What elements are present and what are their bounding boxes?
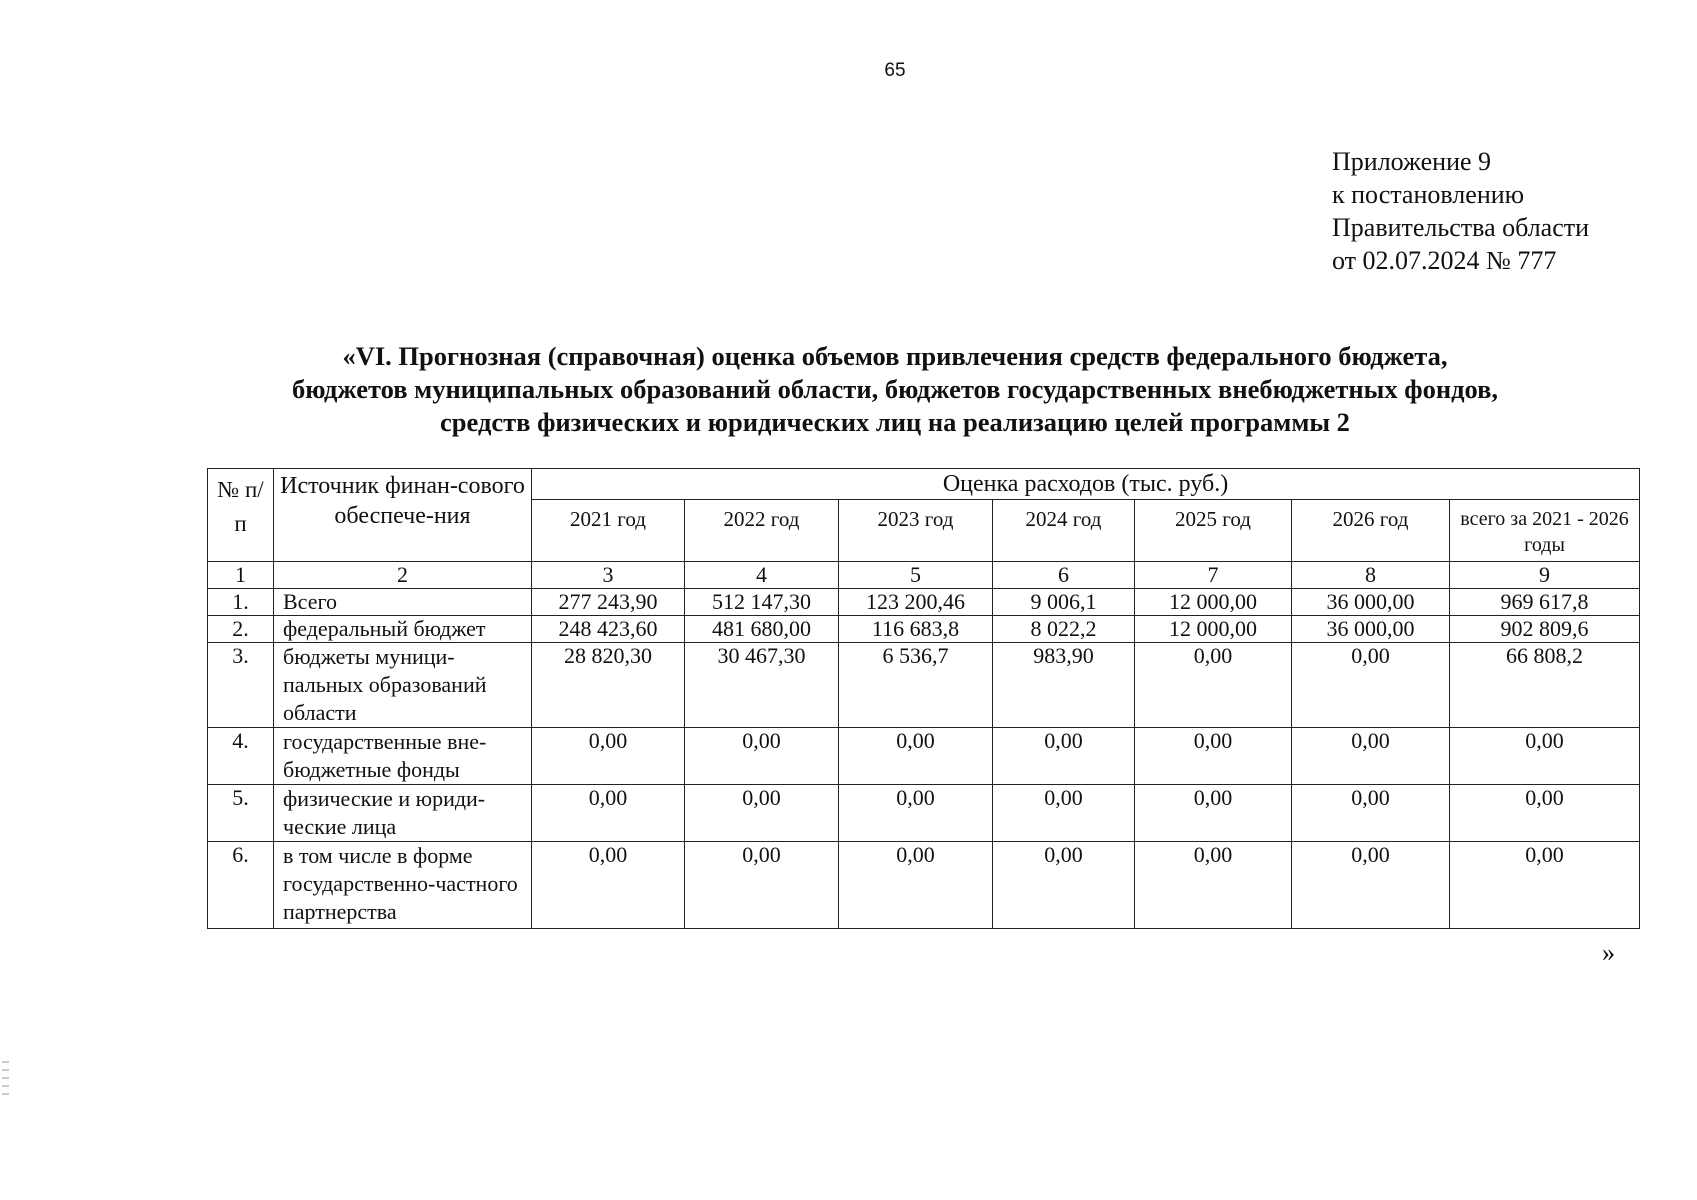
column-index: 9 (1450, 562, 1640, 589)
page-number: 65 (884, 60, 906, 81)
row-source: федеральный бюджет (274, 616, 532, 643)
row-value: 983,90 (993, 643, 1135, 728)
row-value: 902 809,6 (1450, 616, 1640, 643)
row-source: бюджеты муници-пальных образований области (274, 643, 532, 728)
row-value: 8 022,2 (993, 616, 1135, 643)
header-year: 2022 год (685, 500, 839, 562)
row-value: 0,00 (839, 785, 993, 842)
row-value: 481 680,00 (685, 616, 839, 643)
row-number: 3. (208, 643, 274, 728)
title-line: средств физических и юридических лиц на реализацию целей программы 2 (440, 407, 1350, 437)
row-value: 36 000,00 (1292, 616, 1450, 643)
row-value: 0,00 (1135, 728, 1292, 785)
header-num: № п/п (208, 469, 274, 562)
row-number: 1. (208, 589, 274, 616)
column-index: 5 (839, 562, 993, 589)
header-year: 2023 год (839, 500, 993, 562)
row-value: 123 200,46 (839, 589, 993, 616)
appendix-line: Правительства области (1332, 213, 1590, 242)
row-source: Всего (274, 589, 532, 616)
row-value: 0,00 (685, 728, 839, 785)
row-value: 0,00 (993, 785, 1135, 842)
closing-quote: » (1602, 938, 1615, 967)
row-value: 0,00 (532, 785, 685, 842)
header-year: 2026 год (1292, 500, 1450, 562)
row-source: государственные вне-бюджетные фонды (274, 728, 532, 785)
row-value: 512 147,30 (685, 589, 839, 616)
row-value: 0,00 (1292, 842, 1450, 929)
row-value: 36 000,00 (1292, 589, 1450, 616)
column-index: 2 (274, 562, 532, 589)
row-value: 0,00 (532, 728, 685, 785)
column-index: 8 (1292, 562, 1450, 589)
column-index: 3 (532, 562, 685, 589)
column-index: 4 (685, 562, 839, 589)
header-estimate: Оценка расходов (тыс. руб.) (532, 469, 1640, 500)
row-value: 12 000,00 (1135, 589, 1292, 616)
appendix-line: Приложение 9 (1332, 147, 1492, 176)
table-row (208, 616, 1640, 643)
table-row (208, 785, 1640, 842)
column-index: 7 (1135, 562, 1292, 589)
row-value: 0,00 (1292, 728, 1450, 785)
row-value: 969 617,8 (1450, 589, 1640, 616)
row-value: 30 467,30 (685, 643, 839, 728)
title-line: бюджетов муниципальных образований области, бюджетов государственных внебюджетных фондов, (291, 374, 1499, 404)
row-value: 0,00 (1450, 728, 1640, 785)
table-row (208, 643, 1640, 728)
header-year-total: всего за 2021 - 2026 годы (1450, 500, 1640, 562)
row-number: 2. (208, 616, 274, 643)
row-value: 0,00 (1450, 842, 1640, 929)
row-value: 66 808,2 (1450, 643, 1640, 728)
header-year: 2024 год (993, 500, 1135, 562)
row-number: 5. (208, 785, 274, 842)
row-value: 0,00 (532, 842, 685, 929)
row-value: 12 000,00 (1135, 616, 1292, 643)
funding-table (207, 468, 1640, 929)
row-value: 0,00 (1135, 643, 1292, 728)
row-source: в том числе в форме государственно-частного партнерства (274, 842, 532, 929)
header-year: 2021 год (532, 500, 685, 562)
row-value: 116 683,8 (839, 616, 993, 643)
column-index: 1 (208, 562, 274, 589)
row-number: 4. (208, 728, 274, 785)
row-value: 0,00 (1450, 785, 1640, 842)
row-value: 0,00 (839, 842, 993, 929)
row-value: 6 536,7 (839, 643, 993, 728)
row-value: 9 006,1 (993, 589, 1135, 616)
row-value: 277 243,90 (532, 589, 685, 616)
row-value: 0,00 (839, 728, 993, 785)
table-row (208, 589, 1640, 616)
row-source: физические и юриди-ческие лица (274, 785, 532, 842)
document-title (180, 340, 1610, 439)
scan-artifact-marks (0, 1060, 12, 1104)
funding-table-container (207, 468, 1639, 929)
row-value: 0,00 (1135, 785, 1292, 842)
table-row (208, 728, 1640, 785)
table-row (208, 842, 1640, 929)
row-number: 6. (208, 842, 274, 929)
header-source: Источник финан-сового обеспече-ния (274, 469, 532, 562)
row-value: 0,00 (685, 785, 839, 842)
row-value: 0,00 (685, 842, 839, 929)
row-value: 0,00 (1292, 785, 1450, 842)
header-year: 2025 год (1135, 500, 1292, 562)
row-value: 0,00 (993, 842, 1135, 929)
row-value: 0,00 (993, 728, 1135, 785)
row-value: 28 820,30 (532, 643, 685, 728)
row-value: 248 423,60 (532, 616, 685, 643)
column-index-row (208, 562, 1640, 589)
appendix-line: к постановлению (1332, 180, 1525, 209)
title-line: «VI. Прогнозная (справочная) оценка объемов привлечения средств федерального бюджета, (342, 341, 1448, 371)
column-index: 6 (993, 562, 1135, 589)
appendix-note (1332, 145, 1672, 277)
row-value: 0,00 (1135, 842, 1292, 929)
appendix-line: от 02.07.2024 № 777 (1332, 246, 1557, 275)
row-value: 0,00 (1292, 643, 1450, 728)
